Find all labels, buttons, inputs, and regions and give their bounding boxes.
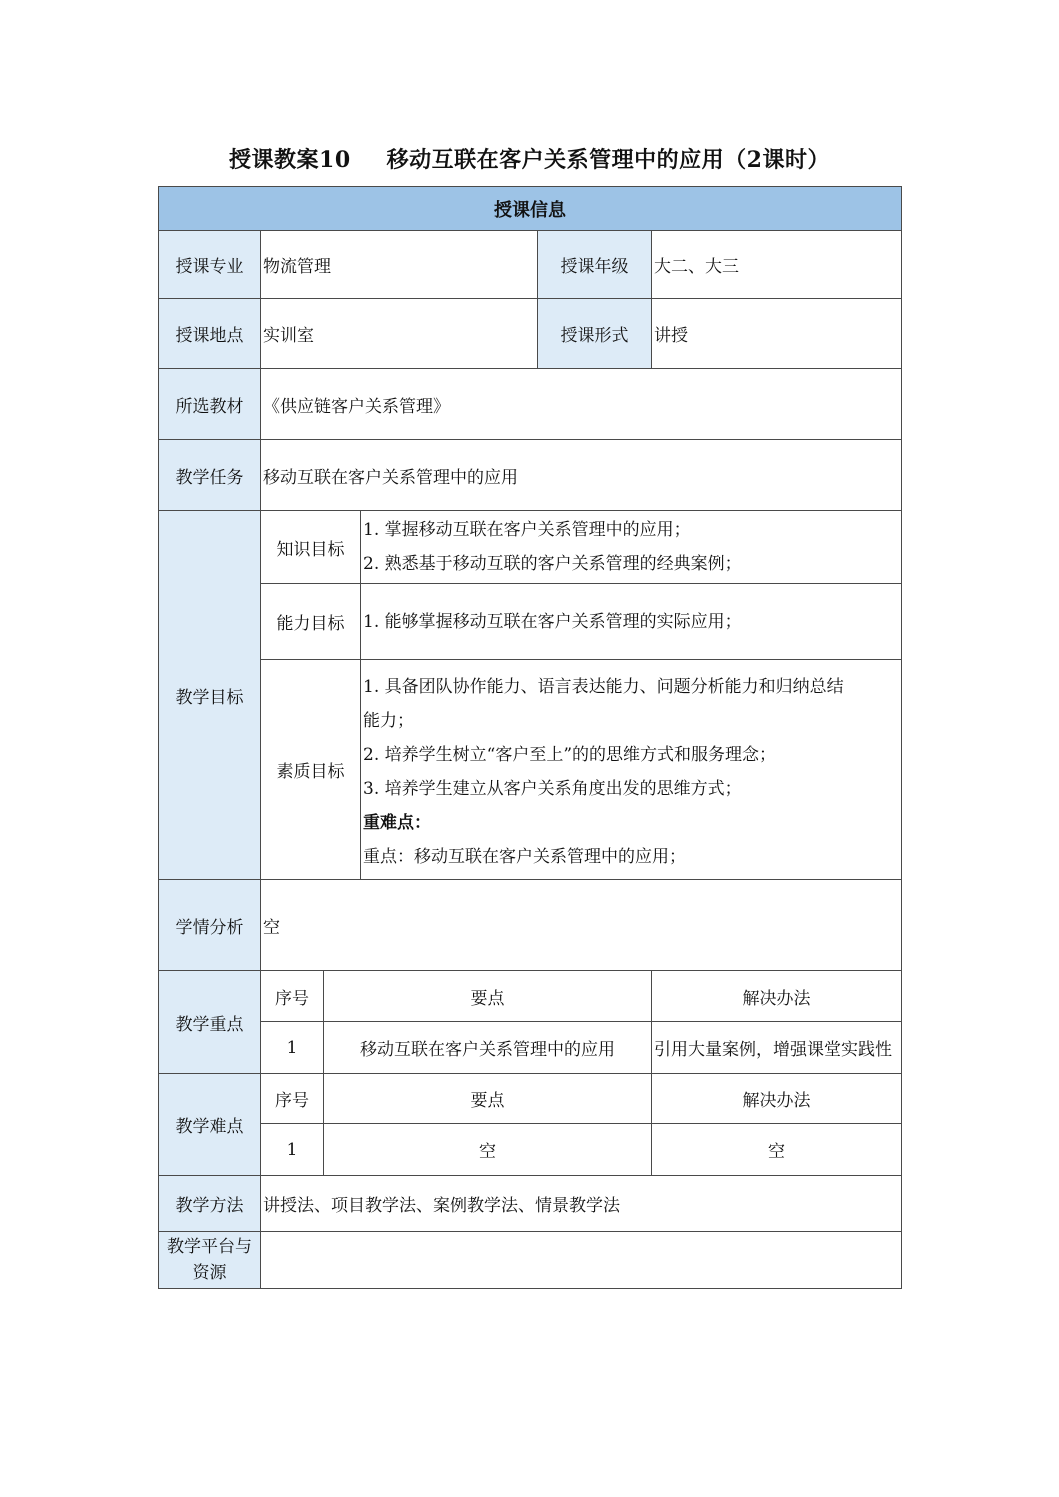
platform-value xyxy=(261,1232,902,1289)
quality-item: 3. 培养学生建立从客户关系角度出发的思维方式； xyxy=(363,778,742,799)
lesson-plan-table xyxy=(158,186,902,1289)
title-topic: 移动互联在客户关系管理中的应用（2课时） xyxy=(386,147,830,173)
quality-label: 素质目标 xyxy=(261,660,361,880)
textbook-label: 所选教材 xyxy=(159,369,261,440)
focus-col-index: 序号 xyxy=(261,971,324,1022)
grade-label: 授课年级 xyxy=(538,231,652,299)
form-value: 讲授 xyxy=(652,299,902,369)
knowledge-item: 2. 熟悉基于移动互联的客户关系管理的经典案例； xyxy=(363,554,742,574)
location-value: 实训室 xyxy=(261,299,538,369)
major-label: 授课专业 xyxy=(159,231,261,299)
knowledge-items xyxy=(361,511,902,584)
quality-item: 1. 具备团队协作能力、语言表达能力、问题分析能力和归纳总结 xyxy=(363,676,844,697)
form-label: 授课形式 xyxy=(538,299,652,369)
knowledge-item: 1. 掌握移动互联在客户关系管理中的应用； xyxy=(363,520,691,540)
focus-col-solution: 解决办法 xyxy=(652,971,902,1022)
task-label: 教学任务 xyxy=(159,440,261,511)
task-value: 移动互联在客户关系管理中的应用 xyxy=(261,440,902,511)
title-lesson-number: 授课教案10 xyxy=(229,147,351,173)
platform-label xyxy=(159,1232,261,1289)
difficulty-col-index: 序号 xyxy=(261,1074,324,1124)
ability-items xyxy=(361,584,902,660)
difficulty-col-solution: 解决办法 xyxy=(652,1074,902,1124)
method-value: 讲授法、项目教学法、案例教学法、情景教学法 xyxy=(261,1176,902,1232)
analysis-label: 学情分析 xyxy=(159,880,261,971)
difficulty-col-point: 要点 xyxy=(324,1074,652,1124)
textbook-value: 《供应链客户关系管理》 xyxy=(261,369,902,440)
analysis-value: 空 xyxy=(261,880,902,971)
quality-items xyxy=(361,660,902,880)
focus-row-point: 移动互联在客户关系管理中的应用 xyxy=(324,1022,652,1074)
key-difficult-heading: 重难点： xyxy=(363,812,431,833)
focus-row-index: 1 xyxy=(261,1022,324,1074)
key-point-line: 重点：移动互联在客户关系管理中的应用； xyxy=(363,846,686,867)
difficulty-row-index: 1 xyxy=(261,1124,324,1176)
page-title xyxy=(158,138,901,182)
major-value: 物流管理 xyxy=(261,231,538,299)
difficulty-row-point: 空 xyxy=(324,1124,652,1176)
quality-item: 能力； xyxy=(363,710,414,731)
grade-value: 大二、大三 xyxy=(652,231,902,299)
platform-label-line: 资源 xyxy=(192,1263,227,1283)
section-header: 授课信息 xyxy=(159,187,902,231)
focus-label: 教学重点 xyxy=(159,971,261,1074)
location-label: 授课地点 xyxy=(159,299,261,369)
method-label: 教学方法 xyxy=(159,1176,261,1232)
quality-item: 2. 培养学生树立“客户至上”的的思维方式和服务理念； xyxy=(363,744,777,765)
difficulty-label: 教学难点 xyxy=(159,1074,261,1176)
objectives-label: 教学目标 xyxy=(159,511,261,880)
ability-label: 能力目标 xyxy=(261,584,361,660)
knowledge-label: 知识目标 xyxy=(261,511,361,584)
difficulty-row-solution: 空 xyxy=(652,1124,902,1176)
ability-item: 1. 能够掌握移动互联在客户关系管理的实际应用； xyxy=(363,611,742,632)
focus-row-solution: 引用大量案例，增强课堂实践性 xyxy=(652,1022,902,1074)
focus-col-point: 要点 xyxy=(324,971,652,1022)
platform-label-line: 教学平台与 xyxy=(167,1237,252,1257)
